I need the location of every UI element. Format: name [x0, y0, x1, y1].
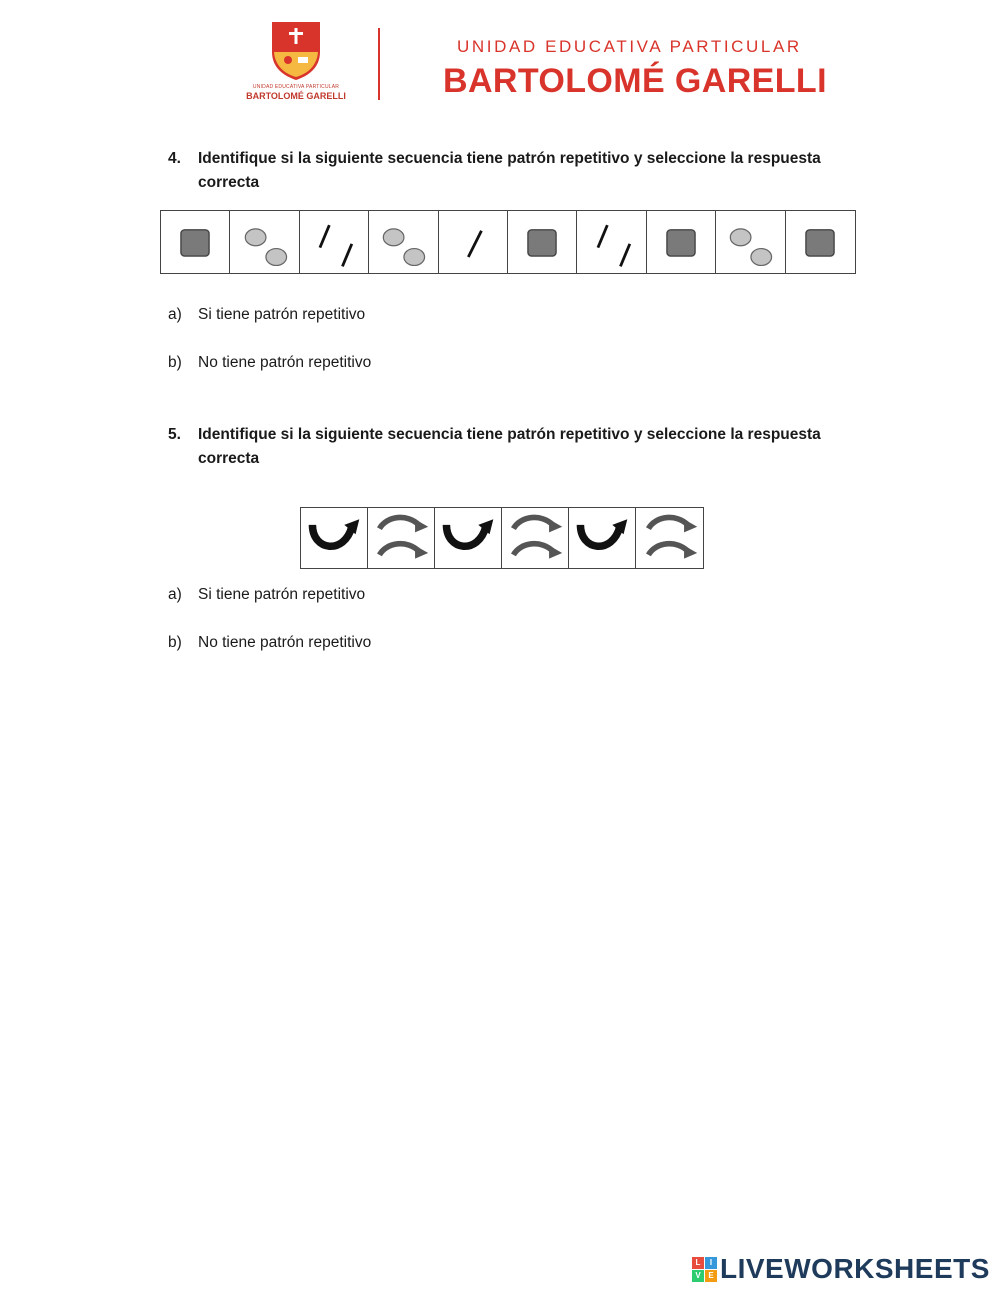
logo-name: BARTOLOMÉ GARELLI [246, 91, 346, 101]
liveworksheets-logo-icon [692, 1257, 717, 1282]
school-type: UNIDAD EDUCATIVA PARTICULAR [457, 37, 802, 56]
sequence-cell [647, 211, 716, 273]
u-turn-arrow-icon [569, 508, 635, 568]
square-shape-icon [162, 212, 228, 272]
double-arc-arrows-icon [637, 508, 703, 568]
brand-name: LIVEWORKSHEETS [720, 1253, 990, 1284]
question-text: Identifique si la siguiente secuencia tiene patrón repetitivo y seleccione la respuesta correcta [198, 150, 821, 191]
sequence-cell [161, 211, 230, 273]
u-turn-arrow-icon [301, 508, 367, 568]
sequence-cell [439, 211, 508, 273]
header-divider [378, 28, 380, 100]
sequence-cell [230, 211, 299, 273]
question-number: 5. [168, 426, 181, 443]
two-circles-icon [370, 212, 436, 272]
sequence-cell [636, 508, 703, 568]
option-label: No tiene patrón repetitivo [198, 354, 372, 371]
option-4b[interactable] [168, 354, 371, 372]
sequence-cell [508, 211, 577, 273]
double-arc-arrows-icon [368, 508, 434, 568]
sequence-cell [577, 211, 646, 273]
square-shape-icon [648, 212, 714, 272]
document-header [0, 0, 1000, 120]
option-label: Si tiene patrón repetitivo [198, 306, 366, 323]
school-logo [246, 18, 346, 104]
two-circles-icon [717, 212, 783, 272]
sequence-cell [301, 508, 368, 568]
square-shape-icon [787, 212, 853, 272]
shape-sequence-4 [160, 210, 856, 274]
school-shield-icon [268, 18, 324, 82]
u-turn-arrow-icon [435, 508, 501, 568]
option-label: No tiene patrón repetitivo [198, 634, 372, 651]
arrow-sequence-5 [300, 507, 704, 569]
square-shape-icon [509, 212, 575, 272]
question-text: Identifique si la siguiente secuencia tiene patrón repetitivo y seleccione la respuesta correcta [198, 426, 821, 467]
two-lines-icon [301, 212, 367, 272]
sequence-cell [368, 508, 435, 568]
option-label: Si tiene patrón repetitivo [198, 586, 366, 603]
brand-letter: V [692, 1270, 704, 1282]
sequence-cell [716, 211, 785, 273]
option-letter: b) [168, 354, 182, 371]
question-number: 4. [168, 150, 181, 167]
sequence-cell [502, 508, 569, 568]
option-4a[interactable] [168, 306, 365, 324]
liveworksheets-brand [692, 1255, 990, 1283]
logo-subtitle: UNIDAD EDUCATIVA PARTICULAR [252, 84, 340, 90]
double-arc-arrows-icon [502, 508, 568, 568]
option-letter: a) [168, 586, 182, 603]
option-5a[interactable] [168, 586, 365, 604]
sequence-cell [435, 508, 502, 568]
question-4 [168, 147, 828, 195]
brand-letter: E [705, 1270, 717, 1282]
sequence-cell [369, 211, 438, 273]
two-lines-icon [579, 212, 645, 272]
school-name: BARTOLOMÉ GARELLI [443, 62, 827, 100]
sequence-cell [300, 211, 369, 273]
sequence-cell [569, 508, 636, 568]
option-letter: b) [168, 634, 182, 651]
question-5 [168, 423, 828, 471]
single-line-icon [440, 212, 506, 272]
brand-letter: L [692, 1257, 704, 1269]
option-letter: a) [168, 306, 182, 323]
sequence-cell [786, 211, 855, 273]
option-5b[interactable] [168, 634, 371, 652]
two-circles-icon [232, 212, 298, 272]
brand-letter: I [705, 1257, 717, 1269]
